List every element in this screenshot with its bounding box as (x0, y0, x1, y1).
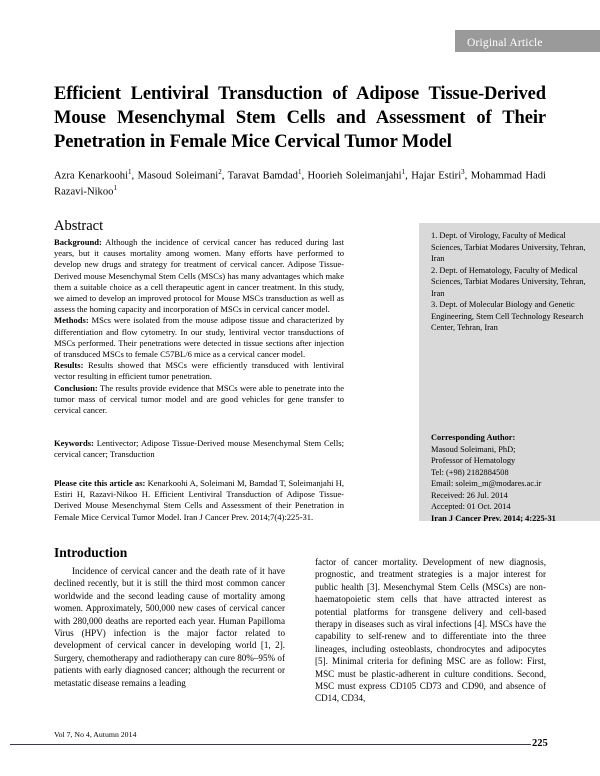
accepted-date: Accepted: 01 Oct. 2014 (431, 502, 511, 512)
abstract-text-methods: MScs were isolated from the mouse adipose tissue and characterized by differentiation and flow cytometry. In our study, lentiviral vector transductions of MSCs performed. Their penetrations were detected in tissue sections after injection of transduced MSCs to female C57BL/6 mice as a cervical cancer model. (54, 315, 344, 360)
article-type-label: Original Article (467, 37, 543, 49)
corresponding-author-email: Email: soleim_m@modares.ac.ir (431, 479, 542, 489)
introduction-paragraph: factor of cancer mortality. Development of new diagnosis, prognostic, and treatment strategies is a major interest for public health [3]. Mesenchymal Stem Cells (MSCs) are non-haematopoietic stem cells that have attracted interest as potential platforms for transgene delivery and cell-based therapy in diseases such as viral infections [4]. MSCs have the capability to self-renew and to differentiate into the three lineages, including osteoblasts, chondrocytes and adipocytes [5]. Minimal criteria for defining MSC are as follow: First, MSC must be plastic-adherent in culture conditions. Second, MSC must express CD105 CD73 and CD90, and absence of CD14, CD34, (315, 557, 546, 704)
abstract-text-background: Although the incidence of cervical cancer has reduced during last years, but it causes mortality among women. Many efforts have performed to develop new drugs and strategy for treatment of cervical cancer. Adipose Tissue-Derived mouse Mesenchymal Stem Cells (MSCs) has many advantages which make them a suitable choice as a cell therapeutic agent in cancer treatment. In this study, we aimed to develop an improved protocol for Mouse MSCs transduction as well as assess the homing capacity and incorporation of MSCs in cervical cancer model. (54, 237, 344, 315)
author-info-sidebar (419, 223, 600, 521)
corresponding-author-position: Professor of Hematology (431, 456, 516, 466)
abstract-section-results (54, 360, 344, 382)
abstract-label-background: Background: (54, 237, 102, 247)
abstract-section-background (54, 237, 344, 315)
abstract-label-results: Results: (54, 360, 84, 371)
page-content (54, 0, 586, 776)
citation-text: Kenarkoohi A, Soleimani M, Bamdad T, Soleimanjahi H, Estiri H, Razavi-Nikoo H. Efficient Lentiviral Transduction of Adipose Tissue-Derived Mouse Mesenchymal Stem Cells and Assessment of their Penetration in Female Mice Cervical Tumor Model. Iran J Cancer Prev. 2014;7(4):225-31. (54, 478, 344, 522)
introduction-paragraph: Incidence of cervical cancer and the death rate of it have declined recently, but it is still the third most common cancer worldwide and the second leading cause of mortality among women. Approximately, 500,000 new cases of cervical cancer with 280,000 deaths are reported each year. Human Papilloma Virus (HPV) infection is the major factor related to development of cervical cancer in developing world [1, 2]. Surgery, chemotherapy and radiotherapy can cure 80%–95% of patients with early diagnosed cancer; although the recurrent or metastatic disease remains a leading (54, 566, 285, 688)
introduction-heading: Introduction (54, 545, 128, 560)
received-date: Received: 26 Jul. 2014 (431, 490, 508, 500)
citation-label: Please cite this article as: (54, 478, 146, 488)
affiliation-item: 1. Dept. of Virology, Faculty of Medical Sciences, Tarbiat Modares University, Tehran, Iran (431, 231, 586, 264)
affiliation-item: 3. Dept. of Molecular Biology and Genetic Engineering, Stem Cell Technology Research Center, Tehran, Iran (431, 300, 584, 333)
page-number: 225 (532, 738, 548, 749)
footer-volume-info: Vol 7, No 4, Autumn 2014 (54, 730, 137, 739)
corresponding-author-block (431, 432, 596, 524)
corresponding-author-name: Masoud Soleimani, PhD; (431, 444, 516, 454)
abstract-text-results: Results showed that MSCs were efficiently transduced with lentiviral vector resulting in efficient tumor penetration. (54, 360, 344, 382)
page-title: Efficient Lentiviral Transduction of Adipose Tissue-Derived Mouse Mesenchymal Stem Cells and Assessment of Their Penetration in Female Mice Cervical Tumor Model (54, 84, 546, 153)
abstract-text-conclusion: The results provide evidence that MSCs were able to penetrate into the tumor mass of cervical tumor model and are good vehicles for gene transfer to cervical cancer. (54, 382, 344, 416)
affiliations-list (431, 230, 591, 334)
abstract-heading: Abstract (54, 218, 104, 234)
corresponding-author-tel: Tel: (+98) 2182884508 (431, 467, 509, 477)
citation-block (54, 478, 344, 523)
abstract-section-methods (54, 315, 344, 360)
corresponding-author-heading: Corresponding Author: (431, 433, 516, 442)
abstract-body (54, 237, 344, 416)
introduction-column-left (54, 565, 285, 689)
footer-divider (10, 744, 531, 745)
introduction-column-right (315, 556, 546, 705)
keywords-text: Lentivector; Adipose Tissue-Derived mouse Mesenchymal Stem Cells; cervical cancer; Transduction (54, 438, 344, 460)
abstract-label-conclusion: Conclusion: (54, 382, 98, 393)
authors-list: Azra Kenarkoohi$^1$, Masoud Soleimani$^2$, Taravat Bamdad$^1$, Hoorieh Soleimanjahi$^1$, Hajar Estiri$^3$, Mohammad Hadi Razavi-Nikoo$^1$ (54, 168, 546, 198)
keywords-block (54, 438, 344, 460)
affiliation-item: 2. Dept. of Hematology, Faculty of Medical Sciences, Tarbiat Modares University, Tehran, Iran (431, 265, 586, 298)
abstract-label-methods: Methods: (54, 315, 89, 326)
abstract-section-conclusion (54, 383, 344, 417)
keywords-label: Keywords: (54, 438, 94, 448)
journal-reference: Iran J Cancer Prev. 2014; 4:225-31 (431, 513, 556, 523)
